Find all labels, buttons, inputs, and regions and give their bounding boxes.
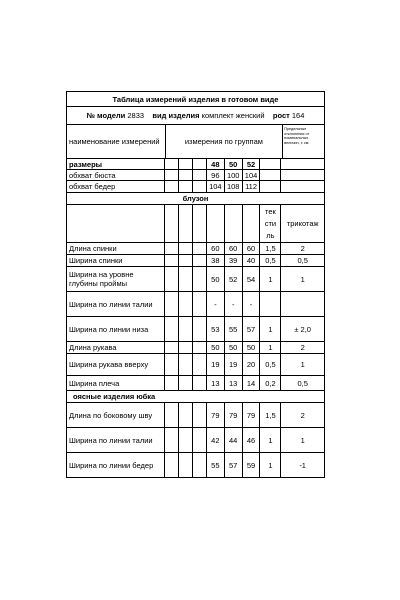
row-value: 59 — [242, 453, 260, 477]
row-tolerance: 1,5 — [259, 243, 280, 254]
empty-cell — [280, 170, 324, 180]
product-kind-value: комплект женский — [201, 111, 265, 120]
empty-cell — [192, 181, 206, 192]
row-tolerance: 0,5 — [259, 354, 280, 375]
empty-cell — [280, 159, 324, 169]
empty-cell — [242, 205, 260, 242]
sizes-row — [67, 158, 324, 169]
row-value: 100 — [224, 170, 242, 180]
row-label: Ширина плеча — [69, 378, 120, 388]
empty-cell — [164, 453, 178, 477]
empty-cell — [192, 317, 206, 341]
table-row — [67, 402, 324, 427]
row-value: 20 — [242, 354, 260, 375]
product-kind-label: вид изделия — [152, 111, 200, 120]
empty-cell — [192, 342, 206, 353]
row-label: Ширина по линии талии — [69, 435, 153, 445]
size-value: 48 — [206, 159, 224, 169]
row-tolerance: 1 — [259, 267, 280, 291]
row-label: Ширина на уровне глубины проймы — [69, 270, 134, 288]
row-tolerance: 1 — [259, 453, 280, 477]
empty-cell — [178, 159, 192, 169]
textile-header-part: тек — [265, 206, 276, 216]
row-knit: 2 — [280, 342, 324, 353]
empty-cell — [192, 255, 206, 266]
empty-cell — [164, 255, 178, 266]
empty-cell — [178, 403, 192, 427]
row-label: Длина по боковому шву — [69, 410, 153, 420]
row-tolerance: 1,5 — [259, 403, 280, 427]
empty-cell — [164, 376, 178, 390]
row-knit: 1 — [280, 428, 324, 452]
empty-cell — [178, 342, 192, 353]
row-label: Ширина рукава вверху — [69, 360, 149, 369]
empty-cell — [259, 159, 280, 169]
blouse-header-row — [67, 204, 324, 242]
row-value: 38 — [206, 255, 224, 266]
table-row — [67, 291, 324, 316]
row-value: 79 — [206, 403, 224, 427]
section-row-skirt — [67, 390, 324, 402]
empty-cell — [192, 292, 206, 316]
empty-cell — [164, 170, 178, 180]
empty-cell — [192, 170, 206, 180]
row-label: Ширина по линии низа — [69, 324, 149, 334]
empty-cell — [164, 428, 178, 452]
section-label: блузон — [182, 194, 209, 203]
row-value: 79 — [224, 403, 242, 427]
empty-cell — [164, 243, 178, 254]
empty-cell — [164, 342, 178, 353]
row-value: 50 — [224, 342, 242, 353]
row-knit: -1 — [280, 453, 324, 477]
empty-cell — [192, 243, 206, 254]
row-value: 112 — [242, 181, 260, 192]
row-value: 57 — [242, 317, 260, 341]
empty-cell — [178, 292, 192, 316]
empty-cell — [259, 181, 280, 192]
row-value: 50 — [242, 342, 260, 353]
model-info — [67, 107, 324, 124]
empty-cell — [178, 354, 192, 375]
size-value: 50 — [224, 159, 242, 169]
height-value: 164 — [291, 111, 305, 120]
header-name-col: наименование измерений — [69, 137, 160, 146]
empty-cell — [164, 403, 178, 427]
row-value: - — [242, 292, 260, 316]
row-tolerance: 1 — [259, 317, 280, 341]
table-row — [67, 242, 324, 254]
row-value: 55 — [206, 453, 224, 477]
row-label: Длина рукава — [69, 343, 117, 352]
empty-cell — [178, 428, 192, 452]
section-row-blouse — [67, 192, 324, 204]
row-tolerance: 1 — [259, 428, 280, 452]
row-value: 50 — [206, 267, 224, 291]
table-row — [67, 427, 324, 452]
empty-cell — [164, 159, 178, 169]
row-value: 53 — [206, 317, 224, 341]
empty-cell — [206, 205, 224, 242]
table-row — [67, 180, 324, 192]
table-row — [67, 169, 324, 180]
table-row — [67, 341, 324, 353]
row-value: 60 — [242, 243, 260, 254]
row-value: 108 — [224, 181, 242, 192]
knit-header: трикотаж — [280, 205, 324, 242]
empty-cell — [164, 267, 178, 291]
row-value: 46 — [242, 428, 260, 452]
size-value: 52 — [242, 159, 260, 169]
row-value: 54 — [242, 267, 260, 291]
row-knit: 1 — [280, 267, 324, 291]
empty-cell — [192, 376, 206, 390]
row-value: 14 — [242, 376, 260, 390]
row-label: Длина спинки — [69, 244, 117, 253]
row-value: 79 — [242, 403, 260, 427]
table-title: Таблица измерений изделия в готовом виде — [112, 94, 279, 104]
empty-cell — [164, 354, 178, 375]
empty-cell — [192, 403, 206, 427]
textile-header — [259, 205, 280, 242]
table-row — [67, 375, 324, 390]
empty-cell — [164, 181, 178, 192]
row-tolerance: 0,5 — [259, 255, 280, 266]
row-knit — [280, 292, 324, 316]
table-row — [67, 266, 324, 291]
row-value: 57 — [224, 453, 242, 477]
row-label: Ширина по линии бедер — [69, 460, 154, 470]
row-value: 19 — [224, 354, 242, 375]
section-label: оясные изделия юбка — [73, 392, 156, 401]
empty-cell — [164, 205, 178, 242]
header-groups-col: измерения по группам — [165, 125, 283, 158]
empty-cell — [192, 453, 206, 477]
empty-cell — [224, 205, 242, 242]
empty-cell — [178, 317, 192, 341]
row-value: 19 — [206, 354, 224, 375]
model-row — [67, 106, 324, 124]
row-value: - — [206, 292, 224, 316]
empty-cell — [67, 205, 164, 242]
row-value: 104 — [206, 181, 224, 192]
table-row — [67, 316, 324, 341]
header-row — [67, 124, 324, 158]
row-label: обхват бедер — [69, 182, 116, 191]
sizes-label: размеры — [69, 159, 103, 169]
table-row — [67, 254, 324, 266]
empty-cell — [178, 170, 192, 180]
row-value: 13 — [206, 376, 224, 390]
empty-cell — [192, 267, 206, 291]
row-value: 50 — [206, 342, 224, 353]
row-value: - — [224, 292, 242, 316]
row-tolerance: 0,2 — [259, 376, 280, 390]
empty-cell — [192, 354, 206, 375]
row-value: 60 — [206, 243, 224, 254]
row-value: 40 — [242, 255, 260, 266]
table-row — [67, 353, 324, 375]
empty-cell — [192, 159, 206, 169]
empty-cell — [178, 267, 192, 291]
empty-cell — [164, 292, 178, 316]
row-knit: ± 2,0 — [280, 317, 324, 341]
empty-cell — [192, 428, 206, 452]
row-label: Ширина спинки — [69, 256, 123, 265]
empty-cell — [192, 205, 206, 242]
row-value: 42 — [206, 428, 224, 452]
row-knit: 2 — [280, 403, 324, 427]
empty-cell — [280, 181, 324, 192]
table-row — [67, 452, 324, 477]
empty-cell — [164, 317, 178, 341]
row-value: 39 — [224, 255, 242, 266]
row-knit: 0,5 — [280, 376, 324, 390]
model-number-label: № модели — [86, 111, 126, 120]
header-tolerance-note: Предельные отклонения от номинальных величин, ± см. — [282, 125, 324, 158]
row-tolerance: 1 — [259, 342, 280, 353]
empty-cell — [178, 255, 192, 266]
row-tolerance — [259, 292, 280, 316]
row-knit: 0,5 — [280, 255, 324, 266]
model-number-value: 2833 — [127, 111, 145, 120]
textile-header-part: сти — [264, 218, 277, 228]
row-value: 13 — [224, 376, 242, 390]
empty-cell — [259, 170, 280, 180]
row-label: Ширина по линии талии — [69, 299, 153, 309]
empty-cell — [178, 453, 192, 477]
row-value: 96 — [206, 170, 224, 180]
row-value: 104 — [242, 170, 260, 180]
row-knit: 1 — [280, 354, 324, 375]
empty-cell — [178, 205, 192, 242]
row-value: 44 — [224, 428, 242, 452]
textile-header-part: ль — [266, 230, 275, 240]
empty-cell — [178, 376, 192, 390]
row-value: 60 — [224, 243, 242, 254]
row-knit: 2 — [280, 243, 324, 254]
table-title-row — [67, 92, 324, 106]
row-label: обхват бюста — [69, 170, 116, 180]
empty-cell — [178, 243, 192, 254]
height-label: рост — [272, 111, 290, 120]
measurement-table — [66, 91, 325, 478]
row-value: 52 — [224, 267, 242, 291]
row-value: 55 — [224, 317, 242, 341]
empty-cell — [178, 181, 192, 192]
